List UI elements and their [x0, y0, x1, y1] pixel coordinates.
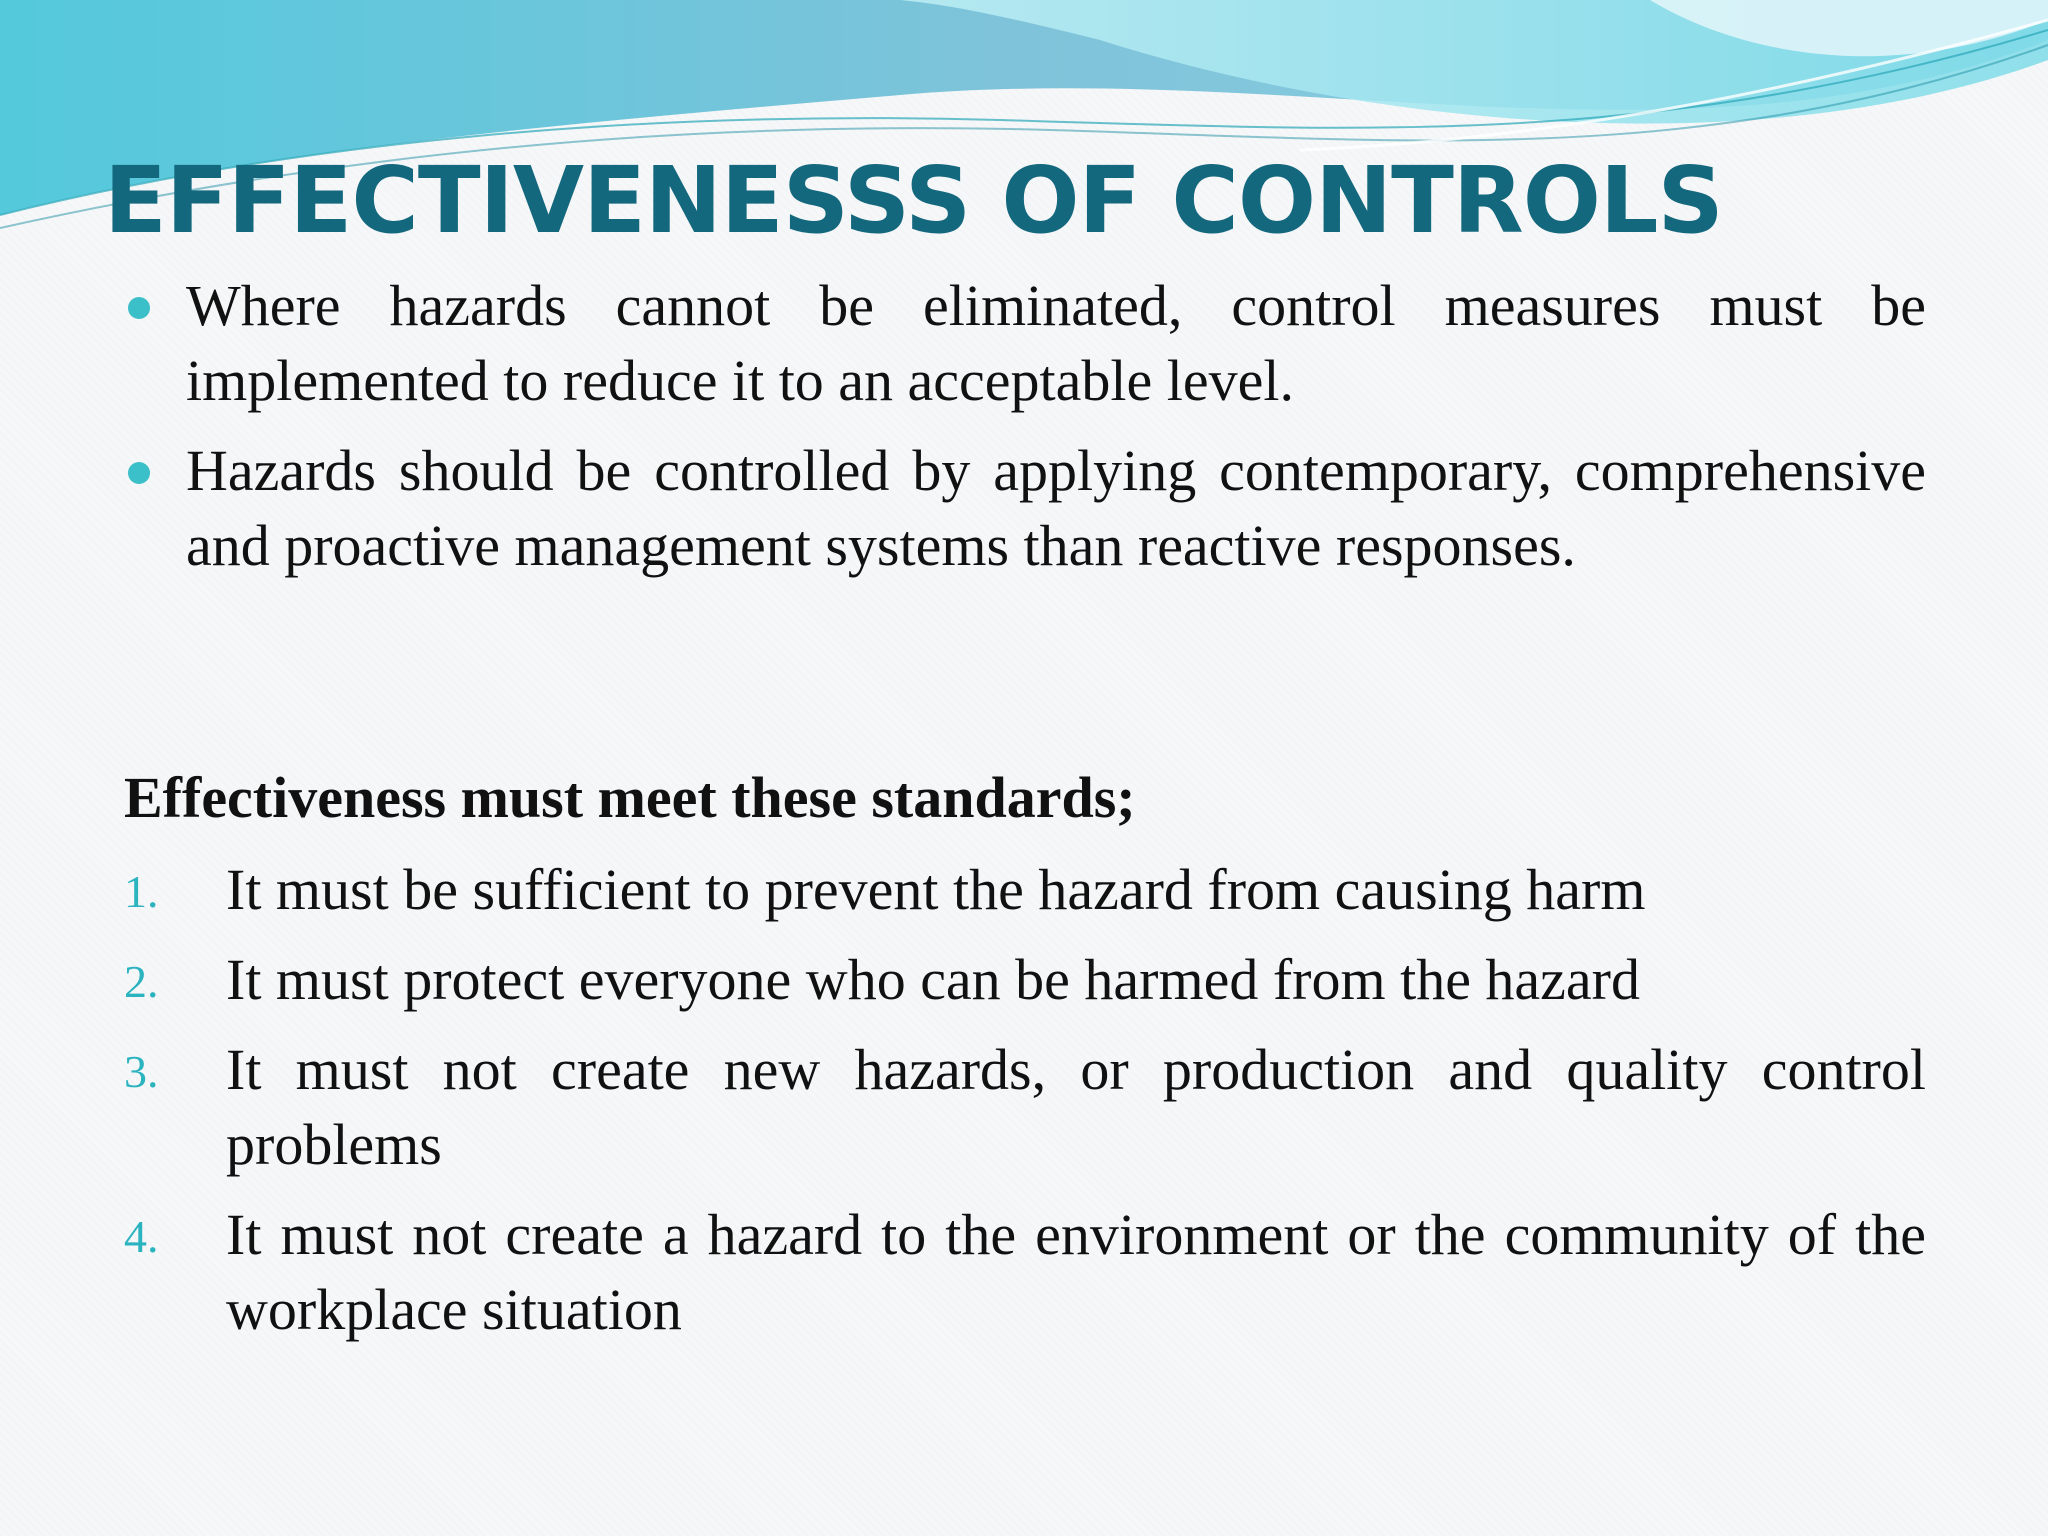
bullet-item [126, 268, 1926, 418]
standard-text: It must not create a hazard to the environment or the community of the workplace situation [226, 1202, 1926, 1342]
standard-number: 2. [124, 956, 159, 1007]
bullet-dot-icon [128, 297, 150, 319]
standard-number: 3. [124, 1046, 159, 1097]
standards-heading: Effectiveness must meet these standards; [124, 765, 1136, 830]
bullet-list [126, 268, 1926, 598]
standard-item [124, 942, 1926, 1017]
standard-item [124, 1197, 1926, 1347]
standard-text: It must be sufficient to prevent the hazard from causing harm [226, 857, 1646, 922]
standard-number: 1. [124, 866, 159, 917]
bullet-text: Hazards should be controlled by applying contemporary, comprehensive and proactive management systems than reactive responses. [186, 438, 1926, 578]
standard-item [124, 1032, 1926, 1182]
standard-text: It must protect everyone who can be harmed from the hazard [226, 947, 1640, 1012]
standard-number: 4. [124, 1211, 159, 1262]
standards-list [124, 852, 1926, 1362]
bullet-text: Where hazards cannot be eliminated, control measures must be implemented to reduce it to an acceptable level. [186, 273, 1926, 413]
standard-text: It must not create new hazards, or production and quality control problems [226, 1037, 1926, 1177]
bullet-dot-icon [128, 462, 150, 484]
bullet-item [126, 433, 1926, 583]
slide-title: EFFECTIVENESSS OF CONTROLS [104, 147, 1723, 254]
standard-item [124, 852, 1926, 927]
